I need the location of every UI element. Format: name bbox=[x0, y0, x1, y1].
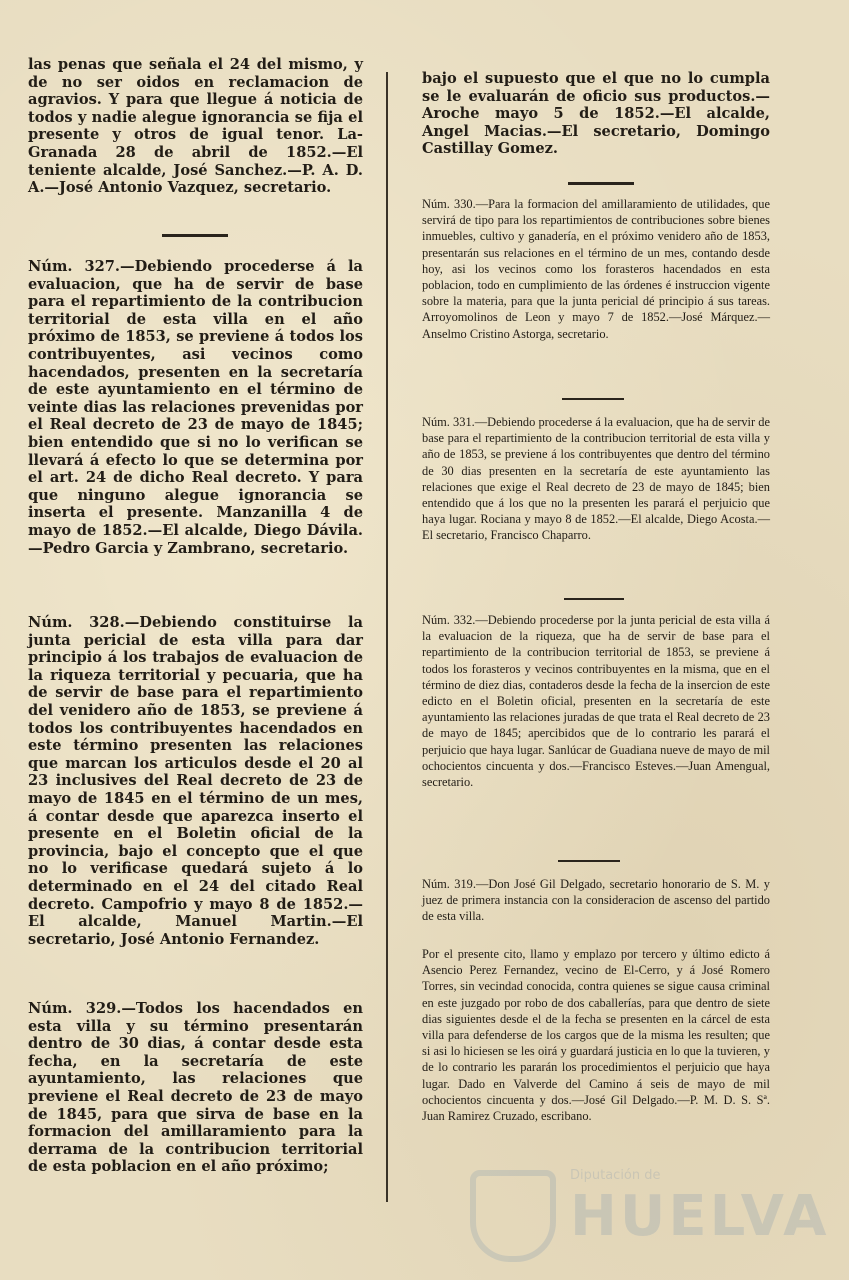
notice-continuation-left bbox=[28, 56, 363, 197]
divider bbox=[568, 182, 634, 185]
notice-text: bajo el supuesto que el que no lo cumpla se le evaluarán de oficio sus productos.—Aroche mayo 5 de 1852.—El alcalde, Angel Macias.—El secretario, Domingo Castillay Gomez. bbox=[422, 70, 770, 158]
notice-330 bbox=[422, 196, 770, 342]
divider bbox=[162, 234, 228, 237]
notice-text: Por el presente cito, llamo y emplazo por tercero y último edicto á Asencio Perez Fernandez, vecino de El-Cerro, y á José Romero Torres, sin vecindad conocida, contra quienes se sigue causa criminal en este juzgado por robo de dos caballerías, para que dentro de siete dias siguientes desde el de la fecha se presenten en la cárcel de esta villa para defenderse de los cargos que de la misma les resulten; que si asi lo hiciesen se les oirá y guardará justicia en lo que la tuvieren, y de lo contrario les pararán los procedimientos el perjuicio que haya lugar. Dado en Valverde del Camino á seis de mayo de mil ochocientos cincuenta y dos.—José Gil Delgado.—P. M. D. S. Sª. Juan Ramirez Cruzado, escribano. bbox=[422, 947, 770, 1124]
notice-329 bbox=[28, 1000, 363, 1176]
notice-text: las penas que señala el 24 del mismo, y de no ser oidos en reclamacion de agravios. Y para que llegue á noticia de todos y nadie alegue ignorancia se fija el presente y otros de igual tenor. La-Granada 28 de abril de 1852.—El teniente alcalde, José Sanchez.—P. A. D. A.—José Antonio Vazquez, secretario. bbox=[28, 56, 363, 197]
watermark-text: HUELVA bbox=[570, 1184, 830, 1249]
notice-332 bbox=[422, 612, 770, 790]
notice-text: Núm. 327.—Debiendo procederse á la evaluacion, que ha de servir de base para el repartimiento de la contribucion territorial de esta villa en el año próximo de 1853, se previene á todos los contribuyentes, asi vecinos como hacendados, presenten en la secretaría de este ayuntamiento en el término de veinte dias las relaciones prevenidas por el Real decreto de 23 de mayo de 1845; bien entendido que si no lo verifican se llevará á efecto lo que se determina por el art. 24 de dicho Real decreto. Y para que ninguno alegue ignorancia se inserta el presente. Manzanilla 4 de mayo de 1852.—El alcalde, Diego Dávila.—Pedro Garcia y Zambrano, secretario. bbox=[28, 258, 363, 557]
divider bbox=[564, 598, 624, 600]
notice-328 bbox=[28, 614, 363, 948]
notice-text: Núm. 332.—Debiendo procederse por la junta pericial de esta villa á la evaluacion de la riqueza, que ha de servir de base para el repartimiento de la contribucion territorial de 1853, se previene á todos los forasteros y vecinos contribuyentes en la misma, que en el término de diez dias, contaderos desde la fecha de la insercion de este edicto en el Boletin oficial, presenten en la secretaría de este ayuntamiento las relaciones juradas de que trata el Real decreto de 23 de mayo de 1845; apercibidos que de lo contrario les parará el perjuicio que haya lugar. Sanlúcar de Guadiana nueve de mayo de mil ochocientos cincuenta y dos.—Francisco Esteves.—Juan Amengual, secretario. bbox=[422, 613, 770, 790]
notice-319-header bbox=[422, 876, 770, 925]
watermark-logo bbox=[450, 1160, 830, 1270]
column-separator bbox=[386, 72, 388, 1202]
divider bbox=[558, 860, 620, 862]
notice-text: Núm. 330.—Para la formacion del amillaramiento de utilidades, que servirá de tipo para los repartimientos de contribuciones sobre bienes inmuebles, cultivo y ganadería, en el próximo venidero año de 1853, presentarán sus relaciones en el término de un mes, contando desde hoy, asi los vecinos como los forasteros hacendados en esta poblacion, todo en cumplimiento de las órdenes é instruccion vigente sobre la materia, para que la junta pericial dé principio á sus tareas. Arroyomolinos de Leon y mayo 7 de 1852.—José Márquez.—Anselmo Cristino Astorga, secretario. bbox=[422, 197, 770, 341]
notice-319-body bbox=[422, 946, 770, 1124]
notice-continuation-right bbox=[422, 70, 770, 158]
notice-text: Núm. 329.—Todos los hacendados en esta villa y su término presentarán dentro de 30 dias, á contar desde esta fecha, en la secretaría de este ayuntamiento, las relaciones que previene el Real decreto de 23 de mayo de 1845, para que sirva de base en la formacion del amillaramiento para la derrama de la contribucion territorial de esta poblacion en el año próximo; bbox=[28, 1000, 363, 1176]
notice-327 bbox=[28, 258, 363, 557]
divider bbox=[562, 398, 624, 400]
notice-text: Núm. 331.—Debiendo procederse á la evaluacion, que ha de servir de base para el repartimiento de la contribucion territorial de esta villa y año de 1853, se previene á los contribuyentes que dentro del término de 30 dias presenten en la secretaría de este ayuntamiento las relaciones que exige el Real decreto de 23 de mayo de 1845; bien entendido que á los que no la presenten les parará el perjuicio que haya lugar. Rociana y mayo 8 de 1852.—El alcalde, Diego Acosta.—El secretario, Francisco Chaparro. bbox=[422, 415, 770, 543]
notice-heading: Núm. 319.—Don José Gil Delgado, secretario honorario de S. M. y juez de primera instancia con la consideracion de ascenso del partido de esta villa. bbox=[422, 877, 770, 924]
notice-331 bbox=[422, 414, 770, 544]
crest-icon bbox=[470, 1170, 556, 1262]
notice-text: Núm. 328.—Debiendo constituirse la junta pericial de esta villa para dar principio á los trabajos de evaluacion de la riqueza territorial y pecuaria, que ha de servir de base para el repartimiento del venidero año de 1853, se previene á todos los contribuyentes hacendados en este término presenten las relaciones que marcan los articulos desde el 20 al 23 inclusives del Real decreto de 23 de mayo de 1845 en el término de un mes, á contar desde que aparezca inserto el presente en el Boletin oficial de la provincia, bajo el concepto que el que no lo verificase quedará sujeto á lo determinado en el 24 del citado Real decreto. Campofrio y mayo 8 de 1852.—El alcalde, Manuel Martin.—El secretario, José Antonio Fernandez. bbox=[28, 614, 363, 948]
watermark-subtext: Diputación de bbox=[570, 1168, 661, 1183]
